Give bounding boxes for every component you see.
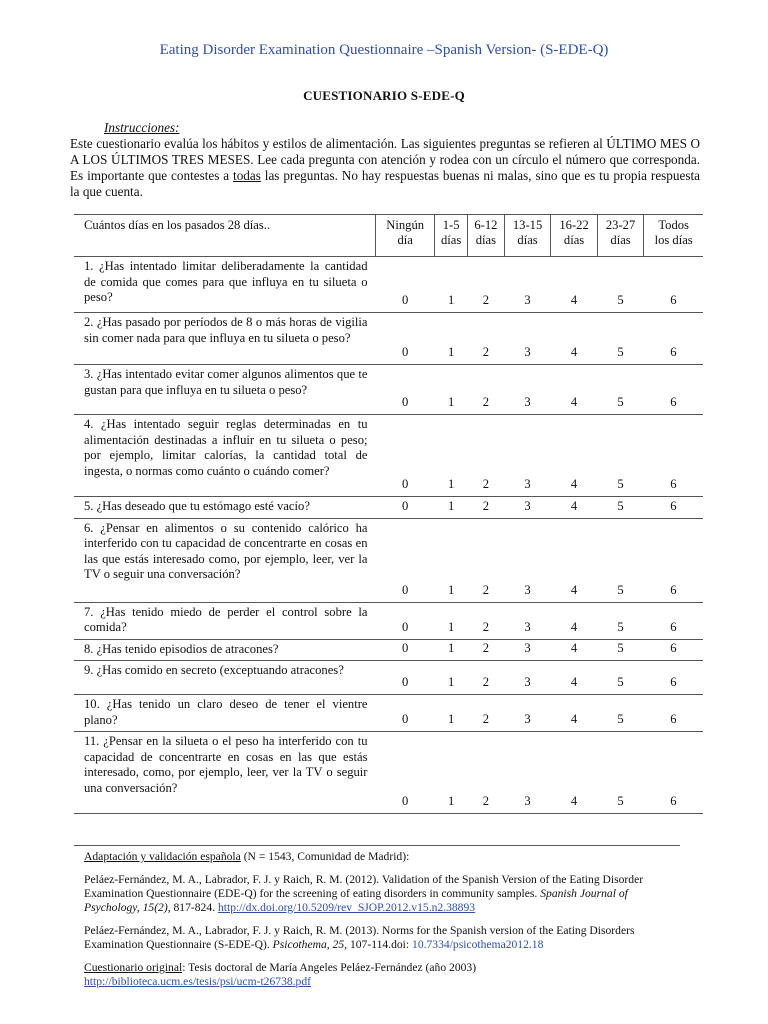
question-text: 1. ¿Has intentado limitar deliberadamente la cantidad de comida que comes para que influya en tu silueta o peso? — [74, 257, 376, 313]
question-text: 7. ¿Has tenido miedo de perder el control sobre la comida? — [74, 602, 376, 639]
answer-option[interactable]: 4 — [551, 732, 598, 814]
answer-option[interactable]: 3 — [504, 497, 551, 519]
answer-option[interactable]: 0 — [376, 695, 435, 732]
footer-divider — [74, 845, 680, 846]
column-header-bottom: días — [563, 233, 585, 247]
answer-option[interactable]: 2 — [467, 313, 504, 365]
answer-option[interactable]: 0 — [376, 661, 435, 695]
column-header-bottom: días — [475, 233, 497, 247]
answer-option[interactable]: 5 — [597, 518, 644, 602]
question-text: 5. ¿Has deseado que tu estómago esté vacío? — [74, 497, 376, 519]
answer-option[interactable]: 4 — [551, 518, 598, 602]
answer-option[interactable]: 4 — [551, 497, 598, 519]
answer-option[interactable]: 3 — [504, 602, 551, 639]
original-rest: : Tesis doctoral de María Angeles Peláez-Fernández (año 2003) — [182, 961, 477, 974]
column-header-top: 1-5 — [442, 218, 460, 232]
answer-option[interactable]: 4 — [551, 257, 598, 313]
column-header-bottom: días — [610, 233, 631, 247]
original-questionnaire — [84, 961, 684, 989]
reference-2 — [84, 924, 684, 952]
column-header-bottom: día — [397, 233, 413, 247]
answer-option[interactable]: 0 — [376, 518, 435, 602]
column-header-top: Todos — [658, 218, 689, 232]
answer-option[interactable]: 5 — [597, 602, 644, 639]
answer-option[interactable]: 1 — [435, 257, 468, 313]
column-header-bottom: días — [440, 233, 462, 247]
answer-option[interactable]: 5 — [597, 415, 644, 497]
answer-option[interactable]: 5 — [597, 732, 644, 814]
column-header — [467, 215, 504, 257]
answer-option[interactable]: 0 — [376, 602, 435, 639]
table-row — [74, 497, 703, 519]
column-header-top: 6-12 — [474, 218, 498, 232]
answer-option[interactable]: 1 — [435, 639, 468, 661]
answer-option[interactable]: 1 — [435, 415, 468, 497]
question-text: 8. ¿Has tenido episodios de atracones? — [74, 639, 376, 661]
ref2-journal: Psicothema, 25, — [272, 938, 348, 951]
answer-option[interactable]: 6 — [644, 695, 703, 732]
answer-option[interactable]: 1 — [435, 313, 468, 365]
answer-option[interactable]: 2 — [467, 695, 504, 732]
ref1-doi-link[interactable]: http://dx.doi.org/10.5209/rev_SJOP.2012.v15.n2.38893 — [217, 901, 476, 914]
answer-option[interactable]: 3 — [504, 695, 551, 732]
column-header-top: Ningún — [386, 218, 425, 232]
question-text: 2. ¿Has pasado por períodos de 8 o más horas de vigilia sin comer nada para que influya en tu silueta o peso? — [74, 313, 376, 365]
answer-option[interactable]: 2 — [467, 365, 504, 415]
column-header — [504, 215, 551, 257]
instructions-text-a: Este cuestionario evalúa los hábitos y estilos de alimentación. Las siguientes preguntas se refieren al ÚLTIMO MES O A LOS ÚLTIMOS TRES MESES. Lee cada pregunta con atención y rodea con un círculo el número que corresponda. Es importante que contestes a — [70, 136, 700, 183]
answer-option[interactable]: 2 — [467, 257, 504, 313]
answer-option[interactable]: 1 — [435, 518, 468, 602]
answer-option[interactable]: 1 — [435, 695, 468, 732]
answer-option[interactable]: 1 — [435, 497, 468, 519]
answer-option[interactable]: 3 — [504, 313, 551, 365]
answer-option[interactable]: 4 — [551, 415, 598, 497]
answer-option[interactable]: 4 — [551, 661, 598, 695]
answer-option[interactable]: 3 — [504, 661, 551, 695]
answer-option[interactable]: 1 — [435, 365, 468, 415]
column-header — [551, 215, 598, 257]
answer-option[interactable]: 6 — [644, 415, 703, 497]
ref2-pages: 107-114.doi: — [347, 938, 413, 951]
column-header-top: 16-22 — [559, 218, 589, 232]
answer-option[interactable]: 4 — [551, 639, 598, 661]
instructions-label: Instrucciones: — [104, 120, 180, 135]
table-row — [74, 365, 703, 415]
answer-option[interactable]: 2 — [467, 661, 504, 695]
ref1-text: Peláez-Fernández, M. A., Labrador, F. J. y Raich, R. M. (2012). Validation of the Spanish Version of the Eating Disorder Examination Questionnaire (EDE-Q) for the screening of eating disorders in community samples. — [84, 873, 644, 900]
column-header — [376, 215, 435, 257]
question-text: 4. ¿Has intentado seguir reglas determinadas en tu alimentación destinadas a influir en tu silueta o peso; por ejemplo, limitar calorías, la cantidad total de ingesta, o normas como cuánto o cuándo comer? — [74, 415, 376, 497]
references-footer — [84, 850, 684, 998]
answer-option[interactable]: 4 — [551, 602, 598, 639]
answer-option[interactable]: 0 — [376, 497, 435, 519]
answer-option[interactable]: 2 — [467, 415, 504, 497]
questionnaire-table — [74, 214, 703, 814]
instructions-text-b: las preguntas. No hay respuestas buenas ni malas, sino que es tu propia respuesta la que cuenta. — [70, 168, 700, 199]
table-row — [74, 415, 703, 497]
ref2-doi-link[interactable]: 10.7334/psicothema2012.18 — [412, 938, 544, 951]
table-row — [74, 732, 703, 814]
answer-option[interactable]: 5 — [597, 639, 644, 661]
answer-option[interactable]: 0 — [376, 365, 435, 415]
answer-option[interactable]: 5 — [597, 365, 644, 415]
answer-option[interactable]: 1 — [435, 661, 468, 695]
answer-option[interactable]: 6 — [644, 661, 703, 695]
table-row — [74, 313, 703, 365]
reference-1 — [84, 873, 684, 915]
header-question-cell: Cuántos días en los pasados 28 días.. — [74, 215, 376, 257]
answer-option[interactable]: 2 — [467, 602, 504, 639]
table-row — [74, 639, 703, 661]
answer-option[interactable]: 4 — [551, 695, 598, 732]
question-text: 6. ¿Pensar en alimentos o su contenido calórico ha interferido con tu capacidad de concentrarte en cosas en las que estás interesado como, por ejemplo, leer, ver la TV o seguir una conversación? — [74, 518, 376, 602]
column-header-top: 23-27 — [605, 218, 636, 232]
answer-option[interactable]: 1 — [435, 732, 468, 814]
column-header — [435, 215, 468, 257]
answer-option[interactable]: 5 — [597, 257, 644, 313]
answer-option[interactable]: 0 — [376, 415, 435, 497]
instructions-block — [70, 120, 700, 200]
ref1-pages: 817-824. — [170, 901, 218, 914]
question-text: 11. ¿Pensar en la silueta o el peso ha interferido con tu capacidad de concentrarte en cosas en las que estás interesado, como, por ejemplo, leer, ver la TV o seguir una conversación? — [74, 732, 376, 814]
instructions-text-underlined: todas — [233, 168, 261, 183]
answer-option[interactable]: 1 — [435, 602, 468, 639]
column-header-bottom: días — [517, 233, 538, 247]
answer-option[interactable]: 2 — [467, 497, 504, 519]
question-text: 10. ¿Has tenido un claro deseo de tener el vientre plano? — [74, 695, 376, 732]
answer-option[interactable]: 3 — [504, 365, 551, 415]
answer-option[interactable]: 3 — [504, 518, 551, 602]
answer-option[interactable]: 0 — [376, 257, 435, 313]
answer-option[interactable]: 6 — [644, 639, 703, 661]
ref2-text: Peláez-Fernández, M. A., Labrador, F. J. y Raich, R. M. (2013). Norms for the Spanish version of the Eating Disorders Examination Questionnaire (S-EDE-Q). — [84, 924, 635, 951]
column-header-top: 13-15 — [512, 218, 543, 232]
answer-option[interactable]: 0 — [376, 732, 435, 814]
answer-option[interactable]: 6 — [644, 313, 703, 365]
questions-body — [74, 257, 703, 814]
original-thesis-link[interactable]: http://biblioteca.ucm.es/tesis/psi/ucm-t26738.pdf — [84, 975, 312, 988]
question-text: 3. ¿Has intentado evitar comer algunos alimentos que te gustan para que influya en tu silueta o peso? — [74, 365, 376, 415]
column-header — [597, 215, 644, 257]
adaptation-line — [84, 850, 684, 864]
answer-option[interactable]: 2 — [467, 518, 504, 602]
table-header-row — [74, 215, 703, 257]
answer-option[interactable]: 2 — [467, 639, 504, 661]
adaptation-label: Adaptación y validación española — [84, 850, 241, 863]
answer-option[interactable]: 5 — [597, 695, 644, 732]
answer-option[interactable]: 3 — [504, 732, 551, 814]
table-row — [74, 518, 703, 602]
answer-option[interactable]: 3 — [504, 257, 551, 313]
answer-option[interactable]: 4 — [551, 365, 598, 415]
answer-option[interactable]: 5 — [597, 313, 644, 365]
table-row — [74, 257, 703, 313]
document-header: Eating Disorder Examination Questionnaire –Spanish Version- (S-EDE-Q) — [159, 42, 609, 58]
adaptation-rest: (N = 1543, Comunidad de Madrid): — [240, 850, 410, 863]
answer-option[interactable]: 2 — [467, 732, 504, 814]
ref1-journal: Spanish Journal of Psychology, 15(2), — [84, 887, 628, 914]
table-row — [74, 695, 703, 732]
column-header-bottom: los días — [654, 233, 693, 247]
questionnaire-title: CUESTIONARIO S-EDE-Q — [303, 88, 465, 103]
original-label: Cuestionario original — [84, 961, 183, 974]
answer-option[interactable]: 6 — [644, 602, 703, 639]
question-text: 9. ¿Has comido en secreto (exceptuando atracones? — [74, 661, 376, 695]
answer-option[interactable]: 5 — [597, 497, 644, 519]
answer-option[interactable]: 6 — [644, 365, 703, 415]
answer-option[interactable]: 6 — [644, 732, 703, 814]
answer-option[interactable]: 0 — [376, 639, 435, 661]
table-row — [74, 661, 703, 695]
answer-option[interactable]: 6 — [644, 257, 703, 313]
answer-option[interactable]: 4 — [551, 313, 598, 365]
answer-option[interactable]: 3 — [504, 639, 551, 661]
table-row — [74, 602, 703, 639]
answer-option[interactable]: 5 — [597, 661, 644, 695]
answer-option[interactable]: 0 — [376, 313, 435, 365]
answer-option[interactable]: 6 — [644, 497, 703, 519]
column-header — [644, 215, 703, 257]
answer-option[interactable]: 6 — [644, 518, 703, 602]
answer-option[interactable]: 3 — [504, 415, 551, 497]
